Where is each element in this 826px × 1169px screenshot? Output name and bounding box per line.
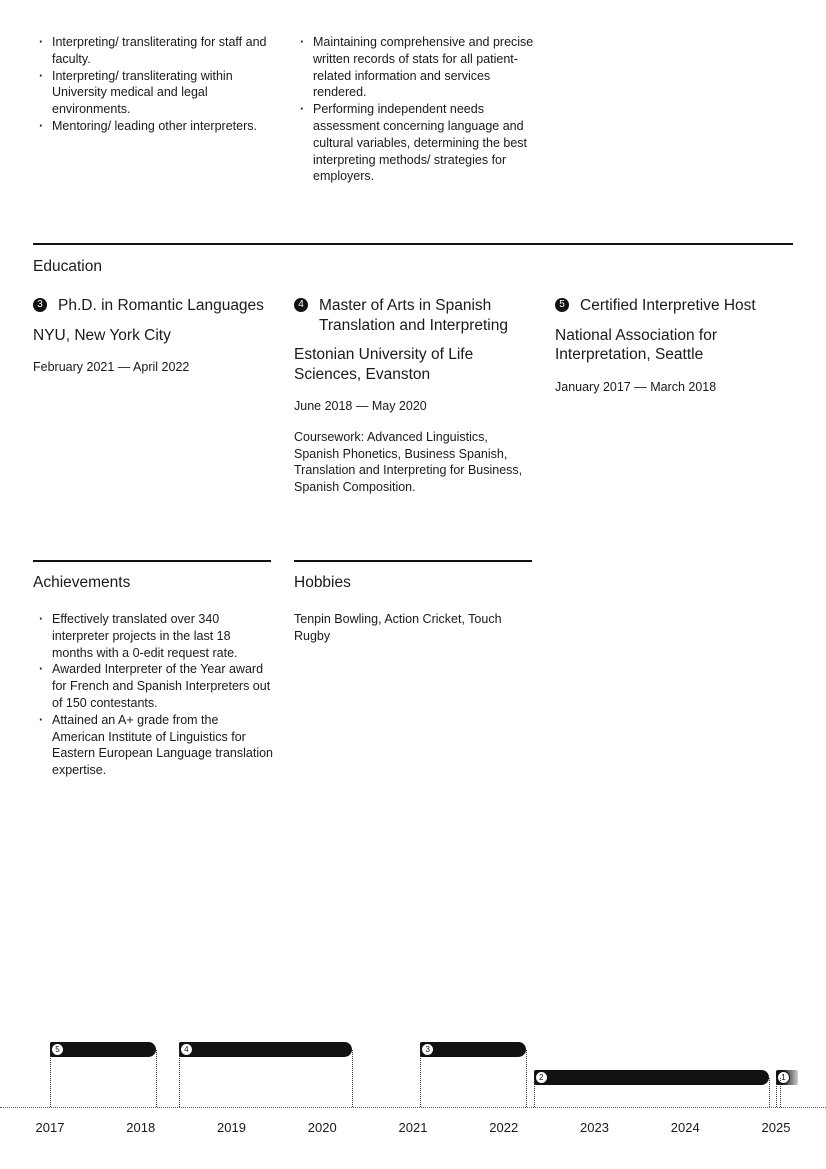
timeline-year-label: 2017: [35, 1120, 65, 1135]
list-item: · Maintaining comprehensive and precise written records of stats for all patient-related information and services rendered.: [294, 34, 534, 101]
list-item: · Mentoring/ leading other interpreters.: [33, 118, 273, 135]
dates: June 2018 — May 2020: [294, 399, 427, 413]
timeline-guide-line: [179, 1050, 180, 1107]
degree-title: Ph.D. in Romantic Languages: [58, 297, 264, 314]
list-item: · Effectively translated over 340 interpreter projects in the last 18 months with a 0-edit request rate.: [33, 611, 273, 661]
timeline-bar: [534, 1070, 769, 1085]
timeline-year-label: 2025: [761, 1120, 791, 1135]
timeline-year-label: 2023: [580, 1120, 609, 1135]
list-item: · Awarded Interpreter of the Year award for French and Spanish Interpreters out of 150 contestants.: [33, 661, 273, 711]
section-title-achievements: Achievements: [33, 574, 131, 591]
timeline-number-badge: 3: [421, 1043, 434, 1056]
list-item: · Interpreting/ transliterating for staff and faculty.: [33, 34, 273, 68]
section-divider: [33, 560, 271, 562]
timeline-year-label: 2024: [670, 1120, 700, 1135]
timeline-guide-line: [769, 1078, 770, 1107]
list-item: · Performing independent needs assessment concerning language and cultural variables, determining the best interpreting methods/ strategies for employers.: [294, 101, 534, 185]
timeline-guide-line: [420, 1050, 421, 1107]
section-title-education: Education: [33, 258, 102, 275]
timeline-year-label: 2019: [217, 1120, 246, 1135]
timeline-year-label: 2020: [307, 1120, 337, 1135]
number-badge: 5: [555, 298, 569, 312]
timeline-guide-line: [50, 1050, 51, 1107]
timeline-year-label: 2018: [126, 1120, 156, 1135]
timeline-guide-line: [780, 1078, 781, 1107]
number-badge: 3: [33, 298, 47, 312]
timeline-bar: [179, 1042, 352, 1057]
dates: January 2017 — March 2018: [555, 379, 717, 394]
degree-title: Master of Arts in Spanish Translation and Interpreting: [319, 297, 508, 334]
list-item: · Attained an A+ grade from the American Institute of Linguistics for Eastern European Language translation expertise.: [33, 712, 273, 779]
hobbies-text: Tenpin Bowling, Action Cricket, Touch Rugby: [294, 612, 502, 643]
section-divider: [33, 243, 793, 245]
section-title-hobbies: Hobbies: [294, 574, 351, 591]
timeline-number-badge: 2: [535, 1071, 548, 1084]
experience-left-list: [33, 34, 273, 135]
timeline-number-badge: 5: [51, 1043, 64, 1056]
institution: National Association for Interpretation, Seattle: [555, 326, 717, 363]
section-divider: [294, 560, 532, 562]
degree-title: Certified Interpretive Host: [580, 297, 756, 314]
institution: Estonian University of Life Sciences, Evanston: [294, 346, 474, 383]
education-item-masters: [294, 296, 532, 496]
timeline-bar: [50, 1042, 156, 1057]
list-item: · Interpreting/ transliterating within University medical and legal environments.: [33, 68, 273, 118]
timeline-number-badge: 4: [180, 1043, 193, 1056]
timeline-guide-line: [534, 1078, 535, 1107]
dates: February 2021 — April 2022: [33, 360, 190, 374]
timeline-bar: [420, 1042, 526, 1057]
institution: NYU, New York City: [33, 326, 171, 344]
timeline-guide-line: [156, 1050, 157, 1107]
timeline-axis: [0, 1107, 826, 1108]
coursework: Coursework: Advanced Linguistics, Spanish Phonetics, Business Spanish, Translation and Interpreting for Business, Spanish Composition.: [294, 429, 523, 495]
timeline-number-badge: 1: [777, 1071, 790, 1084]
experience-right-list: [294, 34, 534, 185]
timeline-year-label: 2021: [398, 1120, 428, 1135]
achievements-list: [33, 611, 273, 779]
timeline-guide-line: [526, 1050, 527, 1107]
education-item-phd: [33, 296, 271, 376]
timeline-guide-line: [776, 1078, 777, 1107]
number-badge: 4: [294, 298, 308, 312]
timeline-guide-line: [352, 1050, 353, 1107]
education-item-certificate: [555, 296, 793, 395]
timeline-year-label: 2022: [489, 1120, 519, 1135]
